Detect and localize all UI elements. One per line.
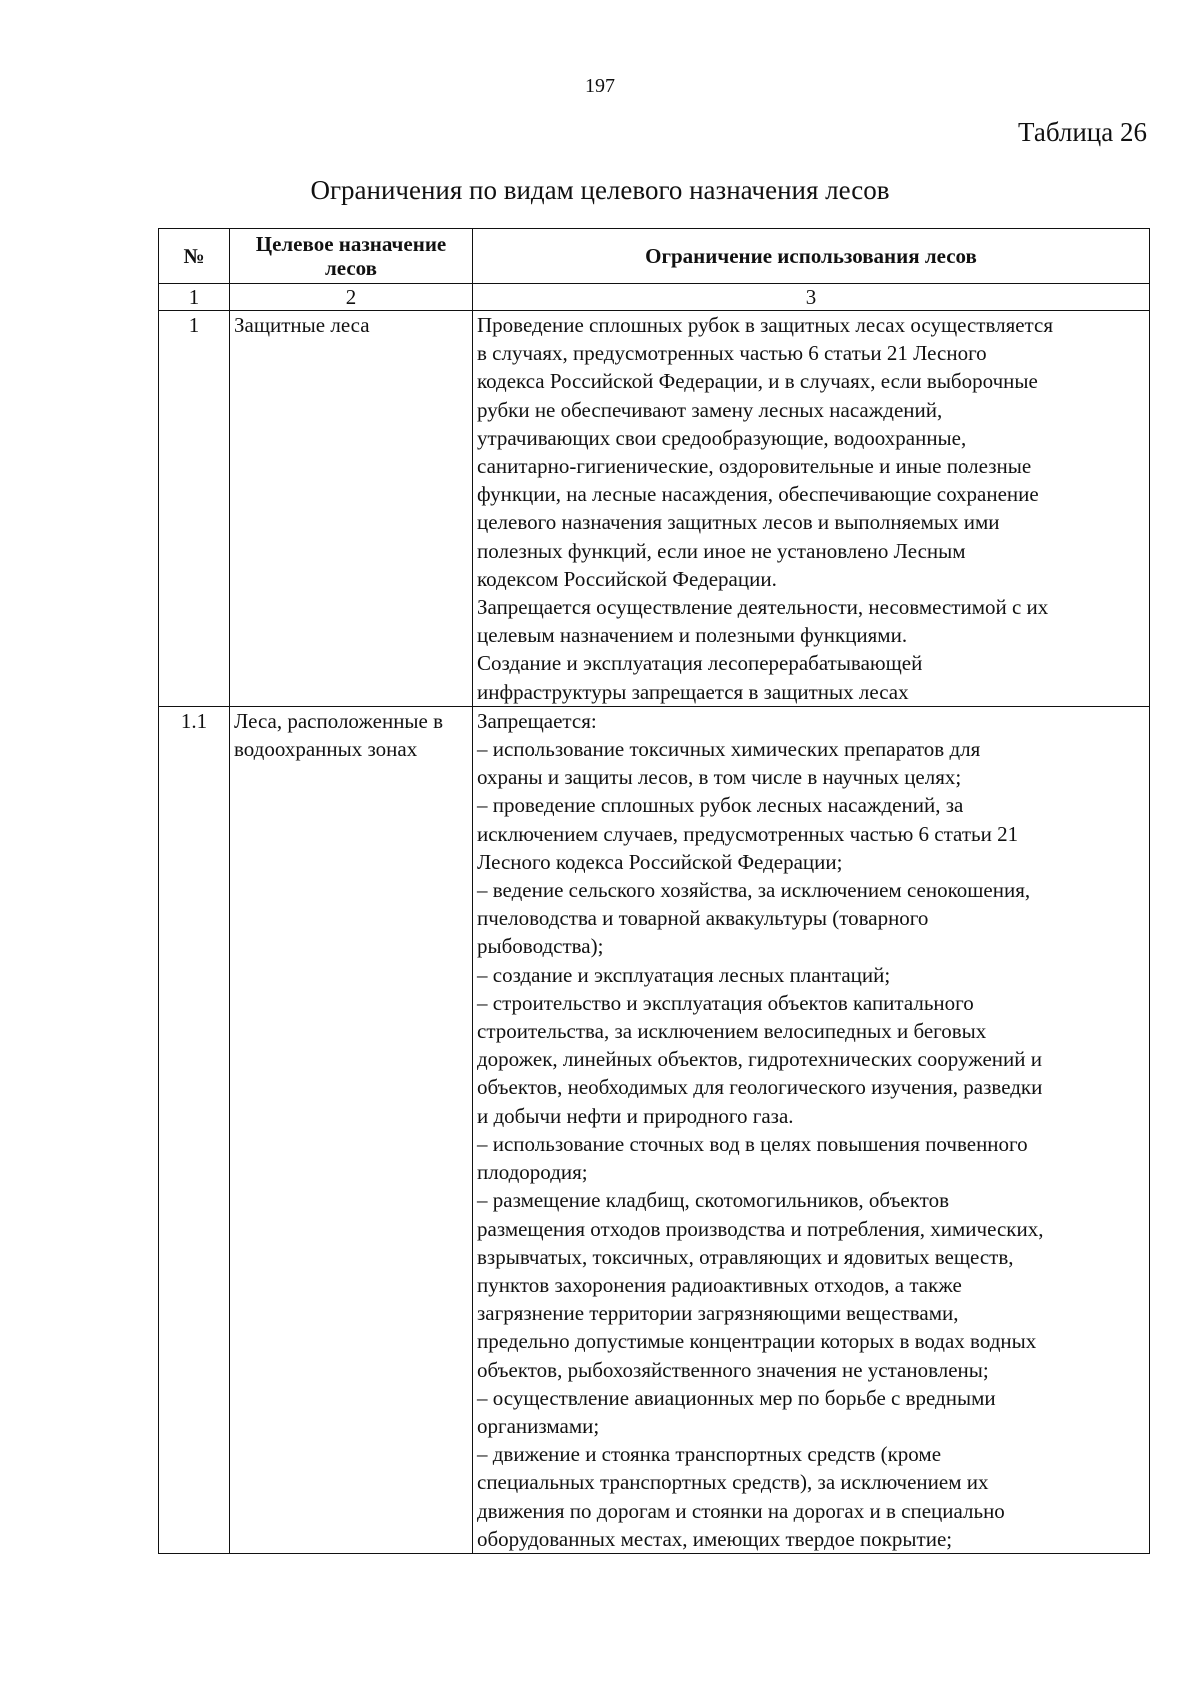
restriction-line: – создание и эксплуатация лесных плантаций;	[477, 962, 891, 987]
restriction-line: полезных функций, если иное не установлено Лесным	[477, 538, 966, 563]
restriction-line: пунктов захоронения радиоактивных отходов, а также	[477, 1272, 962, 1297]
restrictions-table	[158, 228, 1150, 1554]
restriction-line: объектов, рыбохозяйственного значения не установлены;	[477, 1357, 989, 1382]
header-restriction: Ограничение использования лесов	[473, 229, 1150, 284]
restriction-line: Запрещается осуществление деятельности, несовместимой с их	[477, 595, 1049, 620]
restriction-line: организмами;	[477, 1413, 600, 1438]
restriction-line: – строительство и эксплуатация объектов капитального	[477, 990, 974, 1015]
row-restriction	[473, 311, 1150, 707]
page-number: 197	[585, 75, 615, 97]
restriction-line: – ведение сельского хозяйства, за исключением сенокошения,	[477, 878, 1031, 903]
header-number: №	[159, 229, 230, 284]
table-label: Таблица 26	[1018, 117, 1147, 147]
table-row	[159, 311, 1150, 707]
column-number: 1	[159, 284, 230, 311]
restriction-line: оборудованных местах, имеющих твердое покрытие;	[477, 1526, 953, 1551]
restriction-line: объектов, необходимых для геологического изучения, разведки	[477, 1075, 1043, 1100]
restriction-line: охраны и защиты лесов, в том числе в научных целях;	[477, 765, 962, 790]
restriction-line: Создание и эксплуатация лесоперерабатывающей	[477, 651, 923, 676]
restriction-line: Проведение сплошных рубок в защитных лесах осуществляется	[477, 313, 1053, 337]
restriction-line: инфраструктуры запрещается в защитных лесах	[477, 679, 909, 704]
restriction-line: кодексом Российской Федерации.	[477, 566, 777, 591]
restriction-line: предельно допустимые концентрации которых в водах водных	[477, 1329, 1037, 1354]
restriction-line: исключением случаев, предусмотренных частью 6 статьи 21	[477, 821, 1019, 846]
restriction-line: движения по дорогам и стоянки на дорогах и в специально	[477, 1498, 1005, 1523]
restriction-line: – использование сточных вод в целях повышения почвенного	[477, 1131, 1028, 1156]
row-number: 1	[159, 311, 230, 707]
restriction-line: – осуществление авиационных мер по борьбе с вредными	[477, 1385, 996, 1410]
table-header-row	[159, 229, 1150, 284]
document-title: Ограничения по видам целевого назначения лесов	[310, 175, 890, 205]
row-purpose: Леса, расположенные в водоохранных зонах	[230, 706, 473, 1553]
restriction-line: пчеловодства и товарной аквакультуры (товарного	[477, 906, 929, 931]
column-number: 3	[473, 284, 1150, 311]
row-number: 1.1	[159, 706, 230, 1553]
restriction-line: утрачивающих свои средообразующие, водоохранные,	[477, 425, 967, 450]
restriction-line: рубки не обеспечивают замену лесных насаждений,	[477, 397, 943, 422]
restriction-line: загрязнение территории загрязняющими веществами,	[477, 1301, 959, 1326]
column-number: 2	[230, 284, 473, 311]
table-row	[159, 706, 1150, 1553]
restriction-line: – использование токсичных химических препаратов для	[477, 737, 981, 762]
restriction-line: – размещение кладбищ, скотомогильников, объектов	[477, 1188, 949, 1213]
restriction-line: – проведение сплошных рубок лесных насаждений, за	[477, 793, 964, 818]
header-purpose: Целевое назначение лесов	[230, 229, 473, 284]
restriction-line: размещения отходов производства и потребления, химических,	[477, 1216, 1044, 1241]
restriction-line: взрывчатых, токсичных, отравляющих и ядовитых веществ,	[477, 1244, 1014, 1269]
restriction-line: Лесного кодекса Российской Федерации;	[477, 849, 843, 874]
restriction-line: строительства, за исключением велосипедных и беговых	[477, 1019, 987, 1044]
restriction-line: специальных транспортных средств), за исключением их	[477, 1470, 989, 1495]
restriction-line: целевым назначением и полезными функциями.	[477, 623, 908, 648]
row-purpose: Защитные леса	[230, 311, 473, 707]
restriction-line: кодекса Российской Федерации, и в случаях, если выборочные	[477, 369, 1038, 394]
restriction-line: Запрещается:	[477, 708, 597, 733]
restriction-line: целевого назначения защитных лесов и выполняемых ими	[477, 510, 1000, 535]
row-restriction	[473, 706, 1150, 1553]
column-numbers-row	[159, 284, 1150, 311]
restriction-line: – движение и стоянка транспортных средств (кроме	[477, 1442, 942, 1467]
restriction-line: в случаях, предусмотренных частью 6 статьи 21 Лесного	[477, 341, 987, 366]
restriction-line: функции, на лесные насаждения, обеспечивающие сохранение	[477, 482, 1039, 507]
restriction-line: и добычи нефти и природного газа.	[477, 1103, 794, 1128]
restriction-line: санитарно-гигиенические, оздоровительные и иные полезные	[477, 454, 1032, 479]
restriction-line: дорожек, линейных объектов, гидротехнических сооружений и	[477, 1047, 1043, 1072]
restriction-line: плодородия;	[477, 1160, 588, 1185]
restriction-line: рыбоводства);	[477, 934, 604, 959]
